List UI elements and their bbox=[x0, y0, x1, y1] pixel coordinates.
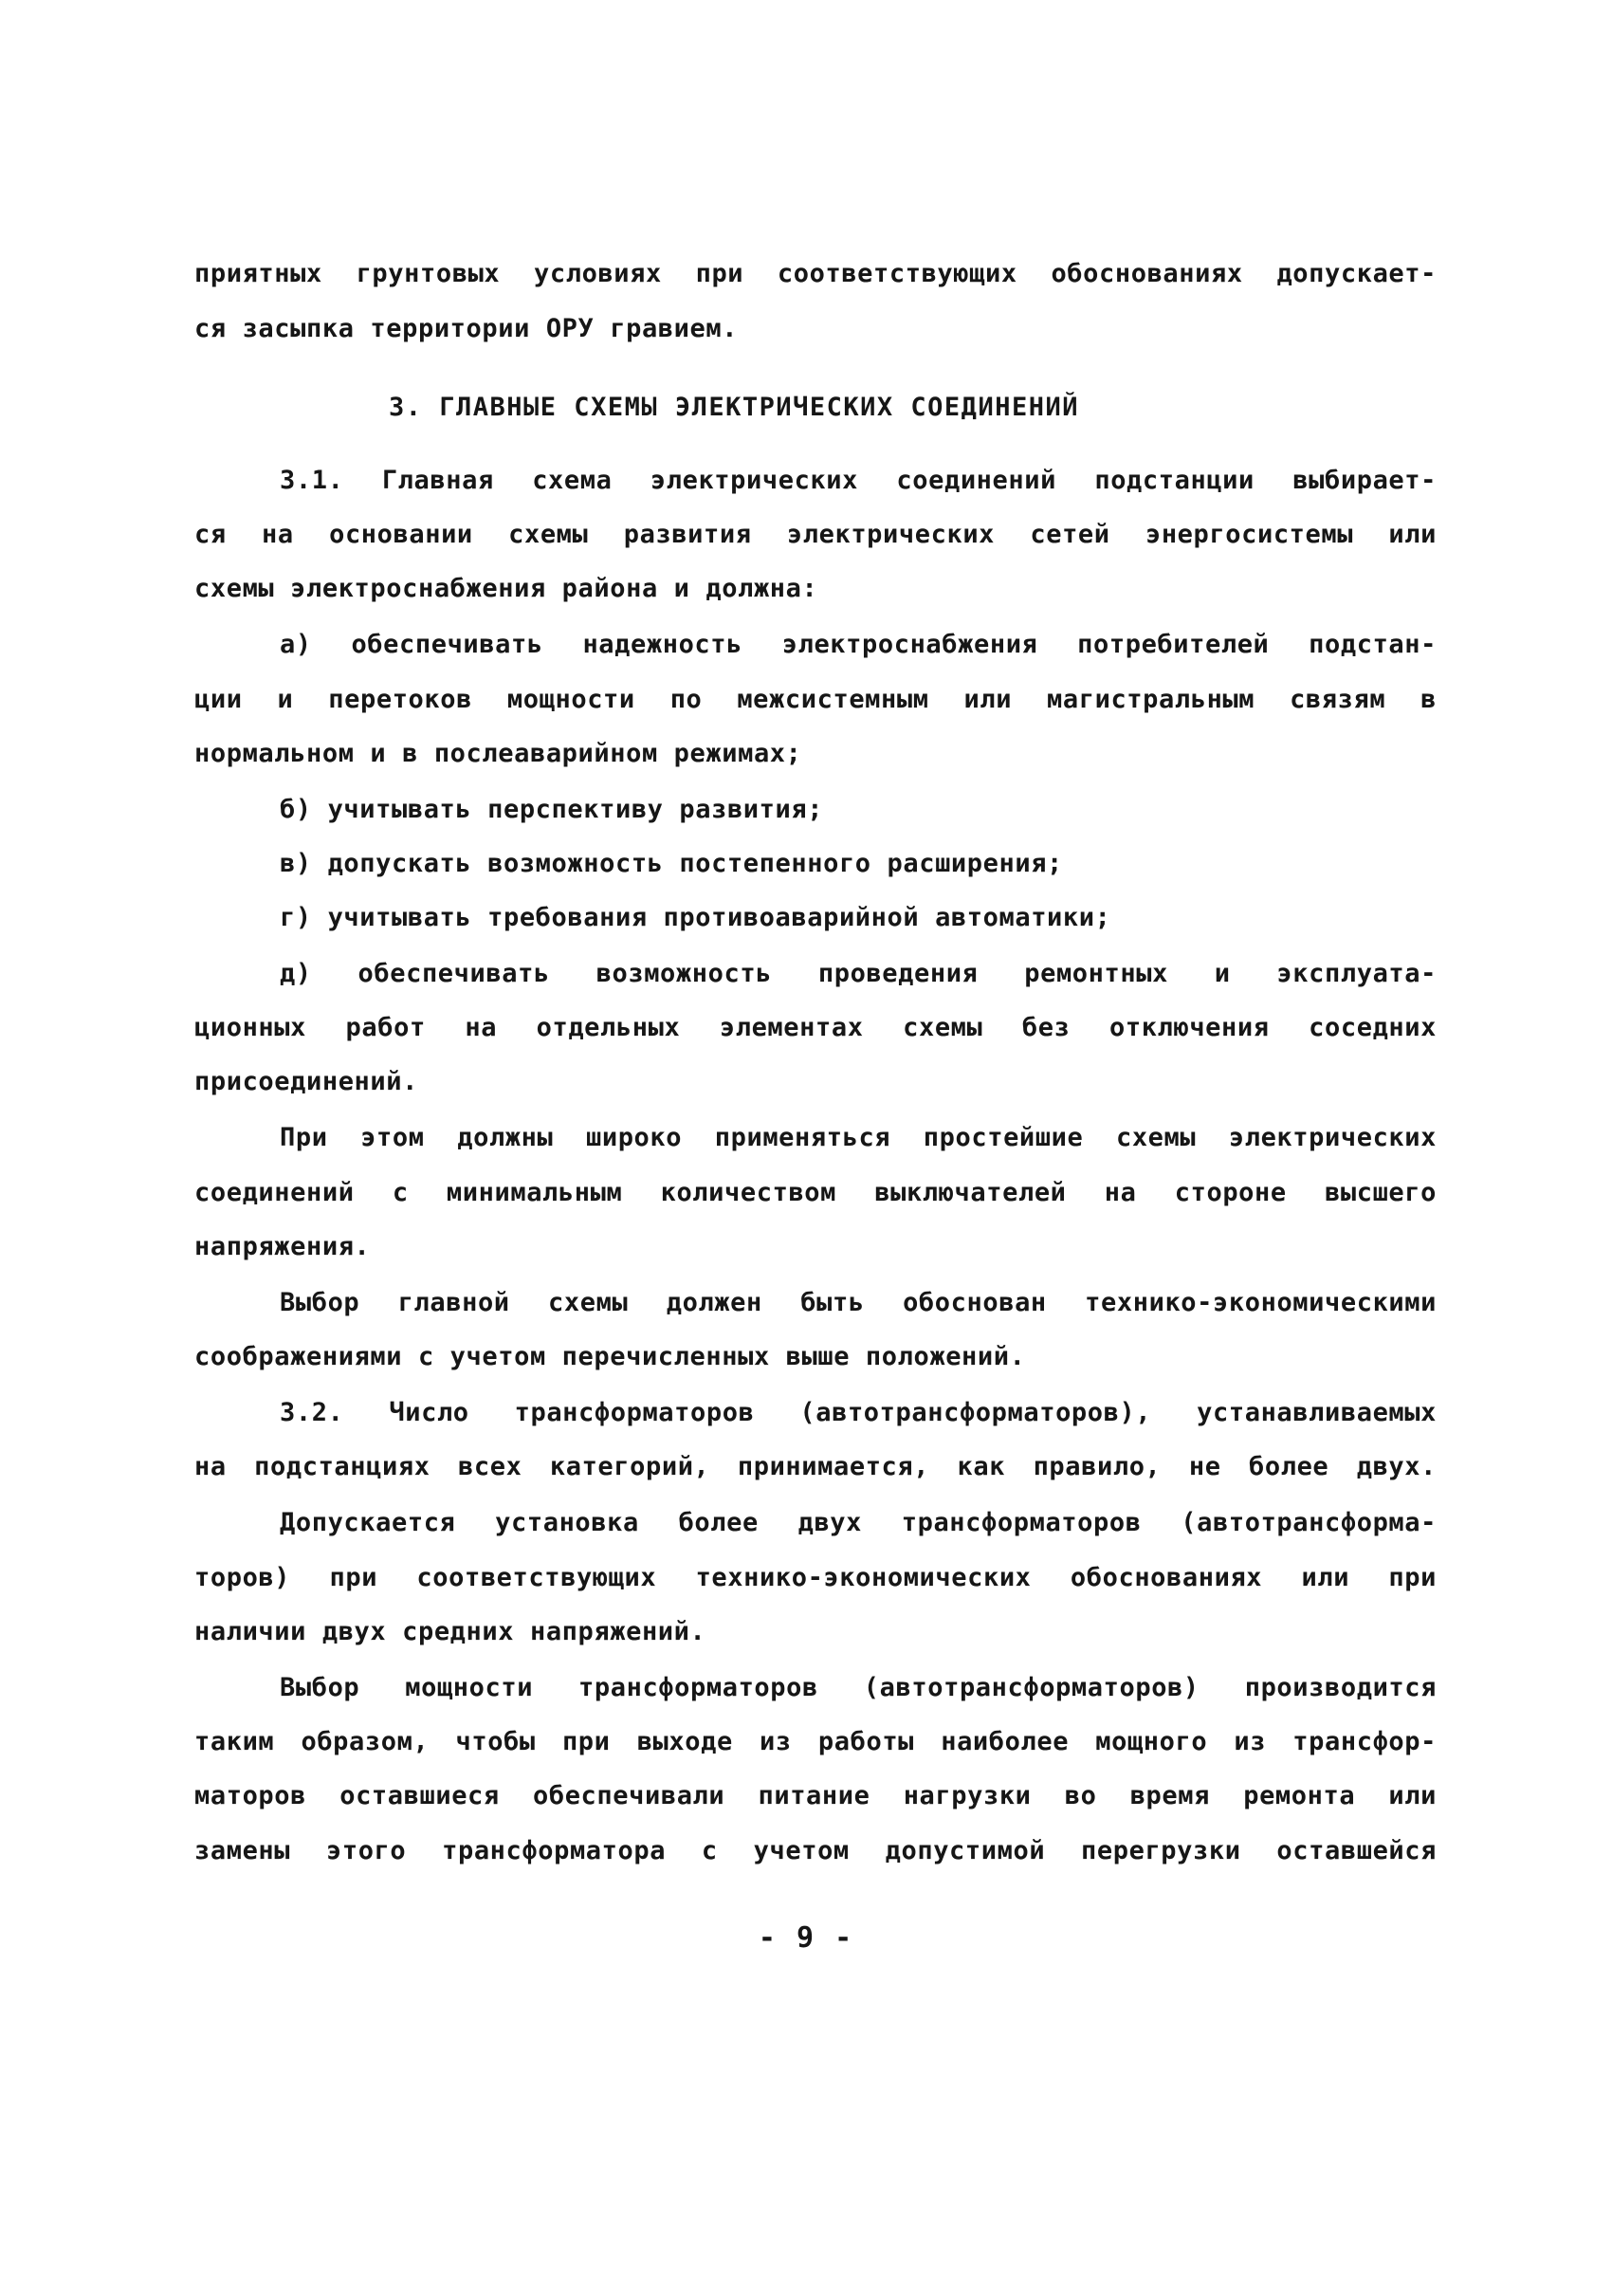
text-line: д) обеспечивать возможность проведения ремонтных и эксплуата- bbox=[280, 959, 1437, 988]
text-line: г) учитывать требования противоаварийной автоматики; bbox=[280, 903, 1111, 932]
page-number: - 9 - bbox=[758, 1921, 854, 1955]
text-line: таким образом, чтобы при выходе из работы наиболее мощного из трансфор- bbox=[194, 1727, 1437, 1756]
text-line: а) обеспечивать надежность электроснабжения потребителей подстан- bbox=[280, 630, 1437, 659]
text-line: присоединений. bbox=[194, 1067, 418, 1096]
text-line: При этом должны широко применяться простейшие схемы электрических bbox=[280, 1123, 1437, 1152]
text-line: соображениями с учетом перечисленных выше положений. bbox=[194, 1342, 1026, 1371]
text-line: на подстанциях всех категорий, принимается, как правило, не более двух. bbox=[194, 1452, 1437, 1481]
text-line: б) учитывать перспективу развития; bbox=[280, 795, 824, 824]
text-line: соединений с минимальным количеством выключателей на стороне высшего bbox=[194, 1178, 1437, 1207]
text-line: ся засыпка территории ОРУ гравием. bbox=[194, 314, 739, 343]
text-line: приятных грунтовых условиях при соответствующих обоснованиях допускает- bbox=[194, 259, 1437, 288]
text-line: нормальном и в послеаварийном режимах; bbox=[194, 739, 802, 768]
text-line: 3.1. Главная схема электрических соединений подстанции выбирает- bbox=[280, 466, 1437, 495]
text-line: 3.2. Число трансформаторов (автотрансформаторов), устанавливаемых bbox=[280, 1398, 1437, 1427]
text-line: торов) при соответствующих технико-экономических обоснованиях или при bbox=[194, 1563, 1437, 1592]
text-line: напряжения. bbox=[194, 1232, 371, 1261]
text-line: Выбор главной схемы должен быть обоснован технико-экономическими bbox=[280, 1288, 1437, 1317]
text-line: Допускается установка более двух трансформаторов (автотрансформа- bbox=[280, 1508, 1437, 1537]
text-line: маторов оставшиеся обеспечивали питание нагрузки во время ремонта или bbox=[194, 1781, 1437, 1810]
text-line: Выбор мощности трансформаторов (автотрансформаторов) производится bbox=[280, 1673, 1437, 1702]
section-heading: 3. ГЛАВНЫЕ СХЕМЫ ЭЛЕКТРИЧЕСКИХ СОЕДИНЕНИЙ bbox=[389, 393, 1079, 422]
text-line: замены этого трансформатора с учетом допустимой перегрузки оставшейся bbox=[194, 1836, 1437, 1865]
text-line: ционных работ на отдельных элементах схемы без отключения соседних bbox=[194, 1013, 1437, 1042]
text-line: схемы электроснабжения района и должна: bbox=[194, 574, 818, 603]
text-line: наличии двух средних напряжений. bbox=[194, 1617, 706, 1646]
text-line: ся на основании схемы развития электрических сетей энергосистемы или bbox=[194, 520, 1437, 549]
text-line: в) допускать возможность постепенного расширения; bbox=[280, 849, 1063, 878]
text-line: ции и перетоков мощности по межсистемным или магистральным связям в bbox=[194, 685, 1437, 714]
